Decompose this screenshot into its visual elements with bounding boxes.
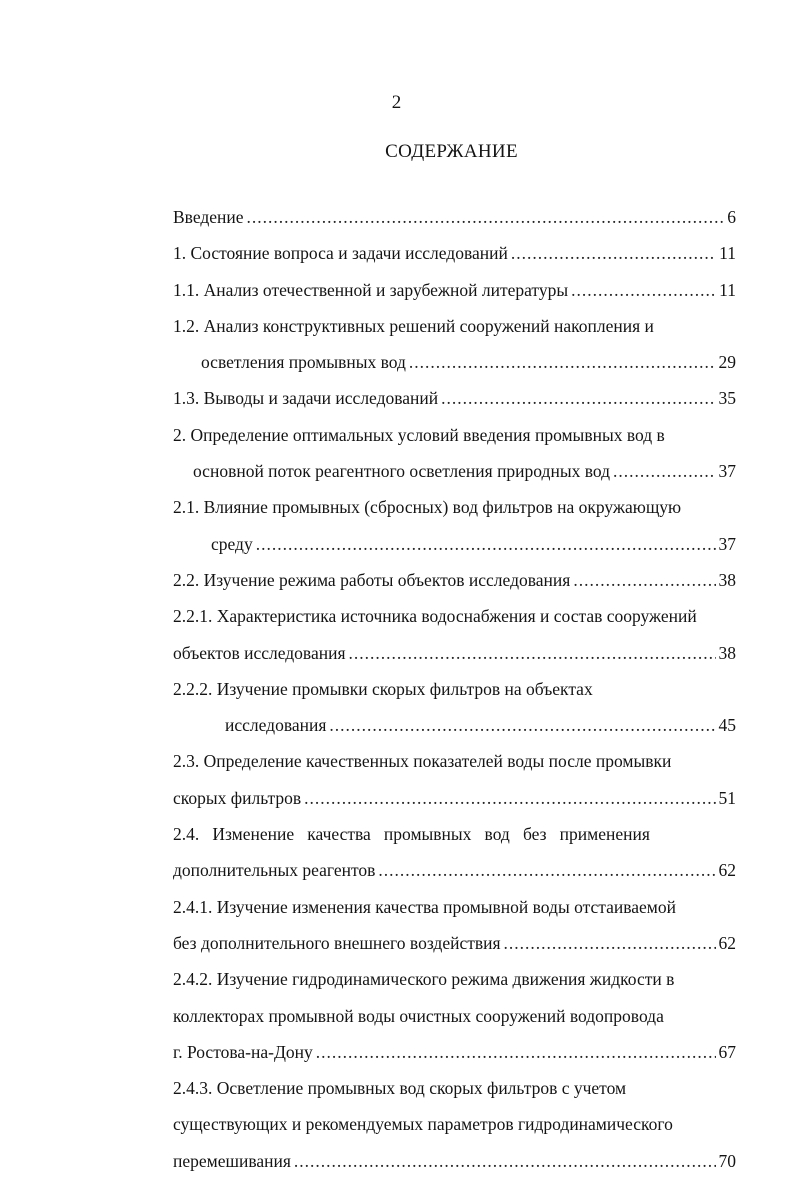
page-title: СОДЕРЖАНИЕ (385, 141, 518, 162)
toc-entry (173, 852, 736, 888)
toc-page-number: 62 (718, 932, 736, 953)
dot-leader (441, 380, 715, 416)
toc-entry-text: основной поток реагентного осветления природных вод (193, 461, 610, 482)
toc-entry-text: Введение (173, 207, 244, 227)
toc-entry-line (173, 998, 736, 1034)
toc-page-number: 11 (719, 279, 736, 300)
toc-entry-line (173, 598, 736, 634)
toc-entry-introduction (173, 199, 736, 235)
dot-leader (378, 852, 715, 888)
toc-entry (173, 453, 736, 489)
toc-entry (173, 562, 736, 598)
toc-entry (173, 925, 736, 961)
toc-page-number: 29 (718, 352, 736, 373)
toc-page-number: 70 (718, 1150, 736, 1171)
toc-entry-line (173, 308, 736, 344)
toc-entry-line (173, 1070, 736, 1106)
toc-entry (173, 635, 736, 671)
toc-page-number: 67 (718, 1041, 736, 1062)
toc-entry (173, 272, 736, 308)
dot-leader (329, 707, 715, 743)
toc-entry (173, 344, 736, 380)
dot-leader (304, 780, 715, 816)
dot-leader (294, 1143, 716, 1179)
toc-entry-text: существующих и рекомендуемых параметров гидродинамического (173, 1114, 673, 1135)
toc-page-number: 45 (718, 715, 736, 736)
toc-entry-text: коллекторах промывной воды очистных сооружений водопровода (173, 1005, 664, 1026)
dot-leader (256, 526, 716, 562)
toc-entry-text: скорых фильтров (173, 787, 302, 808)
toc-entry-line (173, 671, 736, 707)
toc-entry (173, 380, 736, 416)
toc-entry-text: 2.2.1. Характеристика источника водоснабжения и состав сооружений (173, 606, 697, 627)
table-of-contents (173, 199, 736, 1179)
toc-entry-text: 1.1. Анализ отечественной и зарубежной литературы (173, 279, 569, 300)
toc-entry-text: дополнительных реагентов (173, 860, 376, 881)
dot-leader (573, 562, 715, 598)
toc-entry-text: без дополнительного внешнего воздействия (173, 932, 501, 953)
toc-entry-text: г. Ростова-на-Дону (173, 1041, 313, 1062)
toc-entry-text: 2.4.1. Изучение изменения качества промывной воды отстаиваемой (173, 896, 676, 917)
toc-page-number: 62 (718, 860, 736, 881)
toc-entry (173, 526, 736, 562)
toc-entry (173, 1034, 736, 1070)
dot-leader (504, 925, 716, 961)
page-number: 2 (391, 92, 402, 113)
dot-leader (316, 1034, 716, 1070)
toc-entry-text: 2.4.2. Изучение гидродинамического режима движения жидкости в (173, 969, 675, 990)
toc-entry-text: 1. Состояние вопроса и задачи исследований (173, 243, 508, 264)
toc-page-number: 6 (727, 207, 736, 227)
dot-leader (409, 344, 716, 380)
toc-entry-text: 2.2.2. Изучение промывки скорых фильтров на объектах (173, 678, 593, 699)
toc-entry-line (173, 417, 736, 453)
toc-entry-text: 2.4.3. Осветление промывных вод скорых фильтров с учетом (173, 1078, 627, 1099)
toc-entry-text: 2.2. Изучение режима работы объектов исследования (173, 569, 571, 590)
toc-page-number: 11 (719, 243, 736, 264)
toc-entry (173, 235, 736, 271)
toc-entry-line (173, 961, 736, 997)
toc-page-number: 38 (718, 642, 736, 663)
dot-leader (349, 635, 716, 671)
toc-entry-text: 2.4. Изменение качества промывных вод без применения (173, 824, 650, 845)
toc-entry-text: исследования (225, 715, 327, 736)
toc-entry-text: 1.2. Анализ конструктивных решений сооружений накопления и (173, 315, 654, 336)
toc-page-number: 51 (718, 787, 736, 808)
toc-page-number: 35 (718, 388, 736, 409)
toc-page-number: 38 (718, 569, 736, 590)
dot-leader (247, 199, 725, 235)
toc-entry-text: объектов исследования (173, 642, 346, 663)
toc-entry-line (173, 1106, 736, 1142)
toc-entry-text: среду (211, 533, 253, 554)
toc-entry-line (173, 816, 736, 852)
toc-entry-text: перемешивания (173, 1150, 291, 1171)
toc-entry-line (173, 743, 736, 779)
dot-leader (613, 453, 716, 489)
toc-entry-line (173, 889, 736, 925)
toc-entry-line (173, 489, 736, 525)
toc-entry-text: 2. Определение оптимальных условий введения промывных вод в (173, 424, 665, 445)
toc-entry-text: 1.3. Выводы и задачи исследований (173, 388, 439, 409)
toc-page-number: 37 (718, 461, 736, 482)
toc-entry (173, 707, 736, 743)
toc-entry-text: 2.3. Определение качественных показателей воды после промывки (173, 751, 672, 772)
toc-entry (173, 780, 736, 816)
dot-leader (571, 272, 716, 308)
dot-leader (511, 235, 716, 271)
toc-page-number: 37 (718, 533, 736, 554)
toc-entry-text: 2.1. Влияние промывных (сбросных) вод фильтров на окружающую (173, 497, 682, 518)
toc-entry-text: осветления промывных вод (201, 352, 406, 373)
toc-entry (173, 1143, 736, 1179)
